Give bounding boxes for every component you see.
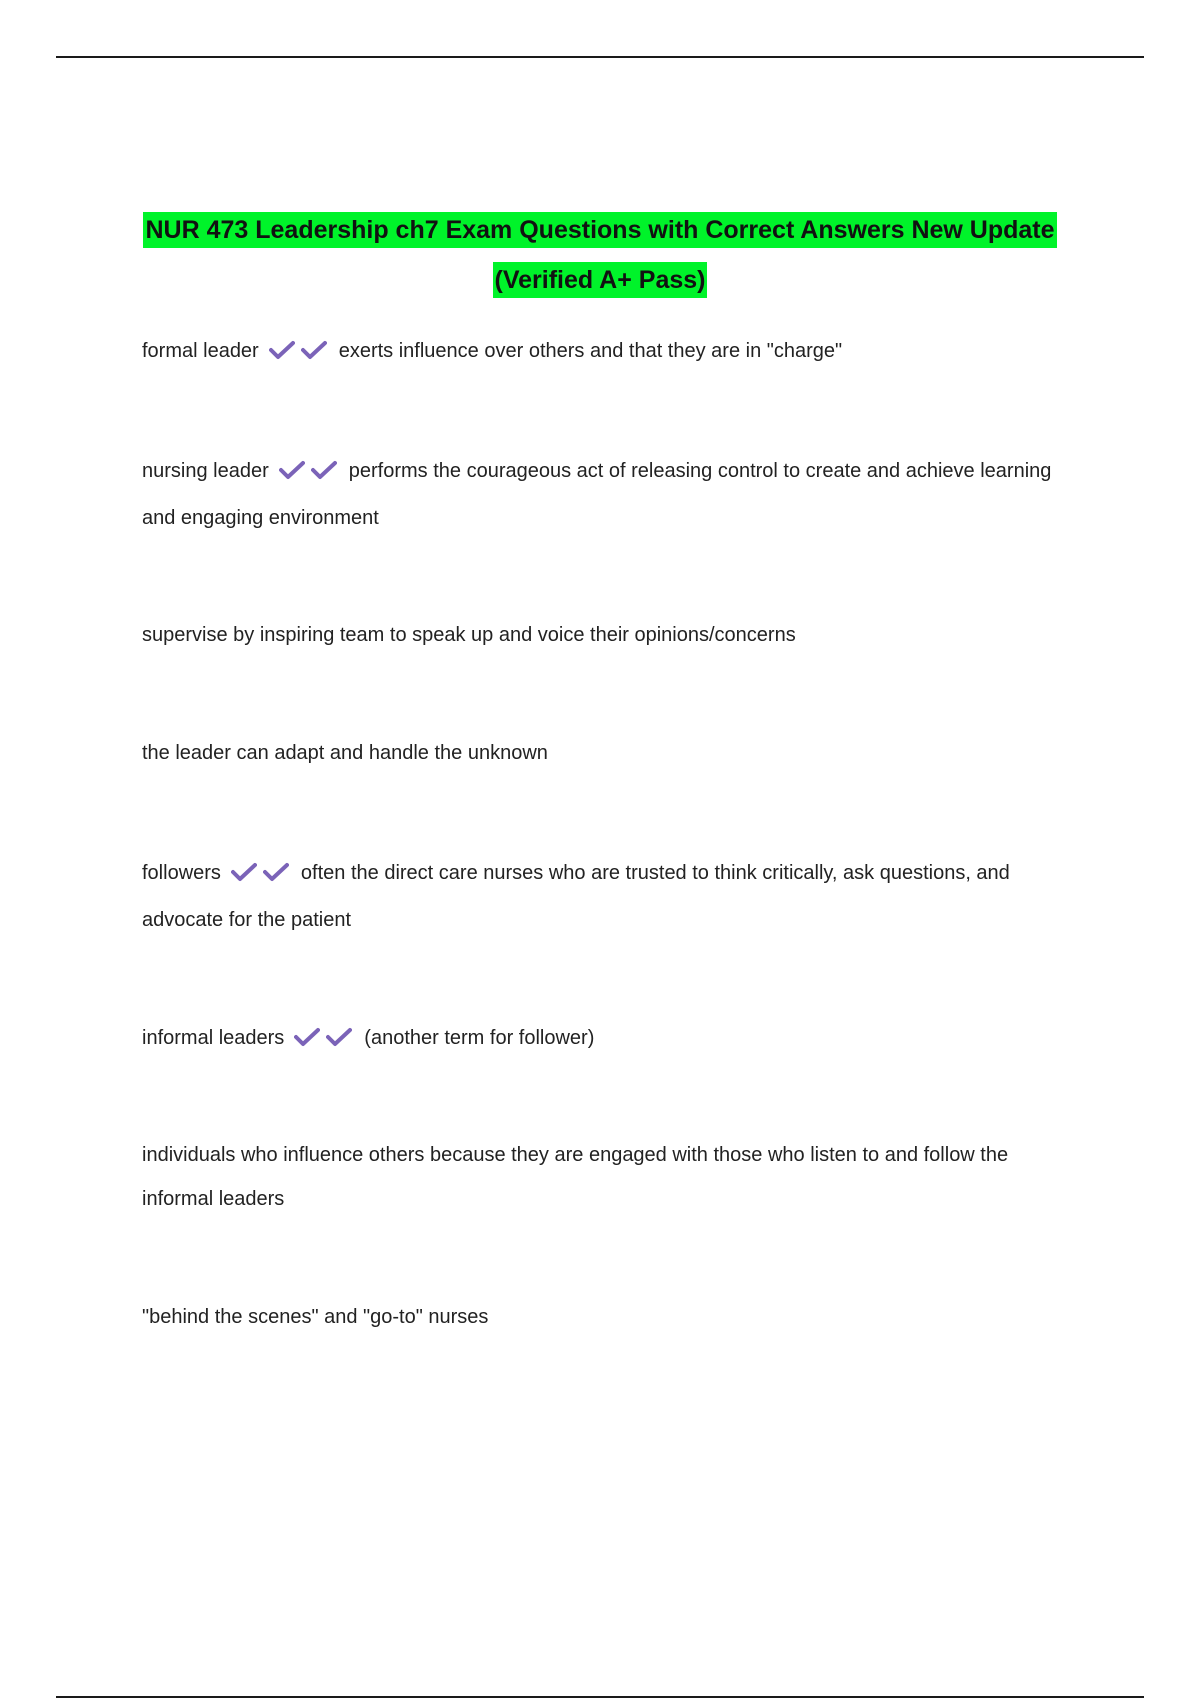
entry-text: "behind the scenes" and "go-to" nurses	[142, 1306, 489, 1328]
qa-entry	[142, 851, 1062, 942]
entry-definition: (another term for follower)	[364, 1027, 595, 1049]
checkmark-icon	[326, 1027, 352, 1047]
bottom-rule	[56, 1696, 1144, 1698]
answer-marker	[279, 452, 343, 496]
qa-entry	[142, 731, 1062, 775]
checkmark-icon	[301, 340, 327, 360]
qa-entry	[142, 1016, 1062, 1063]
checkmark-icon	[279, 460, 305, 480]
answer-marker	[231, 854, 295, 898]
top-rule	[56, 56, 1144, 58]
answer-marker	[294, 1019, 358, 1063]
entry-text: individuals who influence others because they are engaged with those who listen to and follow the informal leaders	[142, 1144, 1009, 1210]
title-line-1: NUR 473 Leadership ch7 Exam Questions with Correct Answers New Update	[143, 212, 1056, 248]
answer-marker	[269, 332, 333, 376]
checkmark-icon	[294, 1027, 320, 1047]
entry-definition: exerts influence over others and that they are in "charge"	[338, 340, 843, 362]
checkmark-icon	[269, 340, 295, 360]
entry-term: nursing leader	[142, 460, 269, 482]
qa-entry	[142, 613, 1062, 657]
qa-entry	[142, 449, 1062, 540]
entry-term: formal leader	[142, 340, 259, 362]
entry-term: informal leaders	[142, 1027, 285, 1049]
qa-entry	[142, 329, 1062, 376]
checkmark-icon	[231, 862, 257, 882]
entry-text: the leader can adapt and handle the unknown	[142, 742, 548, 764]
document-title	[140, 212, 1060, 312]
entry-definition: performs the courageous act of releasing control to create and achieve learning and engaging environment	[142, 460, 1052, 529]
entry-term: followers	[142, 862, 221, 884]
entry-definition: often the direct care nurses who are trusted to think critically, ask questions, and advocate for the patient	[142, 862, 1010, 931]
checkmark-icon	[311, 460, 337, 480]
checkmark-icon	[263, 862, 289, 882]
qa-entry	[142, 1133, 1062, 1221]
title-line-2: (Verified A+ Pass)	[493, 262, 708, 298]
entry-text: supervise by inspiring team to speak up and voice their opinions/concerns	[142, 624, 796, 646]
qa-entry	[142, 1295, 1062, 1339]
